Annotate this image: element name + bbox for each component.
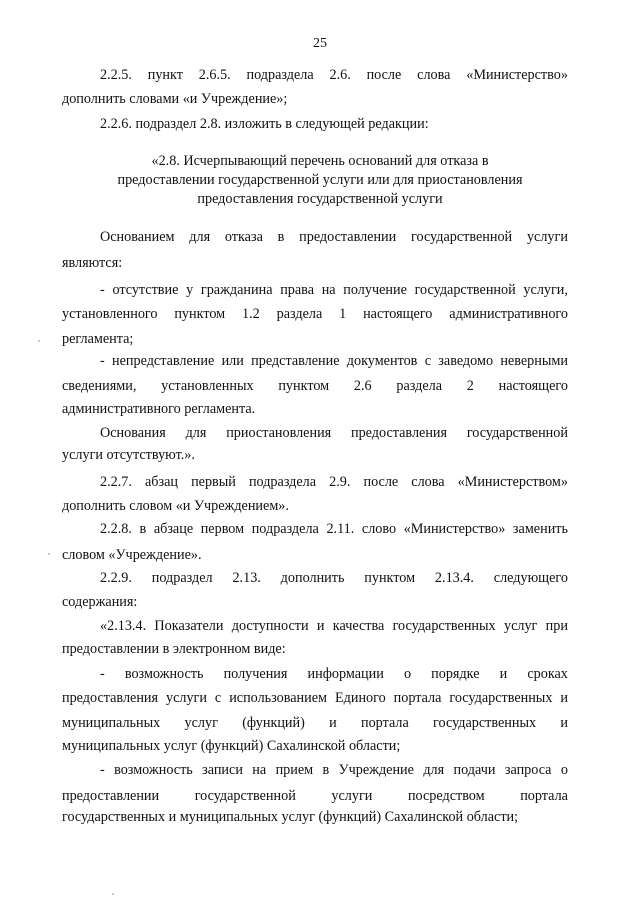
text-line: являются: bbox=[62, 255, 123, 271]
scan-speck bbox=[112, 893, 114, 895]
text-line: регламента; bbox=[62, 331, 134, 347]
text-line: - непредставление или представление документов с заведомо неверными bbox=[100, 353, 568, 369]
text-line: установленного пунктом 1.2 раздела 1 настоящего административного bbox=[62, 306, 568, 322]
heading-line: предоставлении государственной услуги или для приостановления bbox=[117, 172, 523, 188]
page-number: 25 bbox=[313, 36, 327, 51]
text-line: Основанием для отказа в предоставлении государственной услуги bbox=[100, 229, 568, 245]
text-line: - возможность получения информации о порядке и сроках bbox=[100, 666, 568, 682]
text-line: административного регламента. bbox=[62, 401, 256, 417]
text-line: Основания для приостановления предоставления государственной bbox=[100, 425, 568, 441]
text-line: «2.13.4. Показатели доступности и качества государственных услуг при bbox=[100, 618, 568, 634]
text-line: - отсутствие у гражданина права на получение государственной услуги, bbox=[100, 282, 568, 298]
text-line: - возможность записи на прием в Учреждение для подачи запроса о bbox=[100, 762, 568, 778]
text-line: услуги отсутствуют.». bbox=[62, 447, 195, 463]
scan-speck bbox=[48, 553, 50, 555]
text-line: предоставлении государственной услуги посредством портала bbox=[62, 788, 568, 804]
text-line: 2.2.6. подраздел 2.8. изложить в следующей редакции: bbox=[100, 116, 429, 132]
heading-line: предоставления государственной услуги bbox=[197, 191, 443, 207]
text-line: муниципальных услуг (функций) Сахалинской области; bbox=[62, 738, 401, 754]
heading-line: «2.8. Исчерпывающий перечень оснований для отказа в bbox=[151, 153, 489, 169]
text-line: предоставлении в электронном виде: bbox=[62, 641, 286, 657]
text-line: 2.2.7. абзац первый подраздела 2.9. после слова «Министерством» bbox=[100, 474, 568, 490]
text-line: 2.2.9. подраздел 2.13. дополнить пунктом 2.13.4. следующего bbox=[100, 570, 568, 586]
scan-speck bbox=[38, 340, 40, 342]
text-line: сведениями, установленных пунктом 2.6 раздела 2 настоящего bbox=[62, 378, 568, 394]
text-line: дополнить словами «и Учреждение»; bbox=[62, 91, 288, 107]
text-line: 2.2.5. пункт 2.6.5. подраздела 2.6. после слова «Министерство» bbox=[100, 67, 568, 83]
text-line: словом «Учреждение». bbox=[62, 547, 202, 563]
text-line: предоставления услуги с использованием Единого портала государственных и bbox=[62, 690, 568, 706]
text-line: государственных и муниципальных услуг (функций) Сахалинской области; bbox=[62, 809, 519, 825]
text-line: 2.2.8. в абзаце первом подраздела 2.11. слово «Министерство» заменить bbox=[100, 521, 568, 537]
text-line: содержания: bbox=[62, 594, 138, 610]
text-line: дополнить словом «и Учреждением». bbox=[62, 498, 289, 514]
text-line: муниципальных услуг (функций) и портала государственных и bbox=[62, 715, 568, 731]
